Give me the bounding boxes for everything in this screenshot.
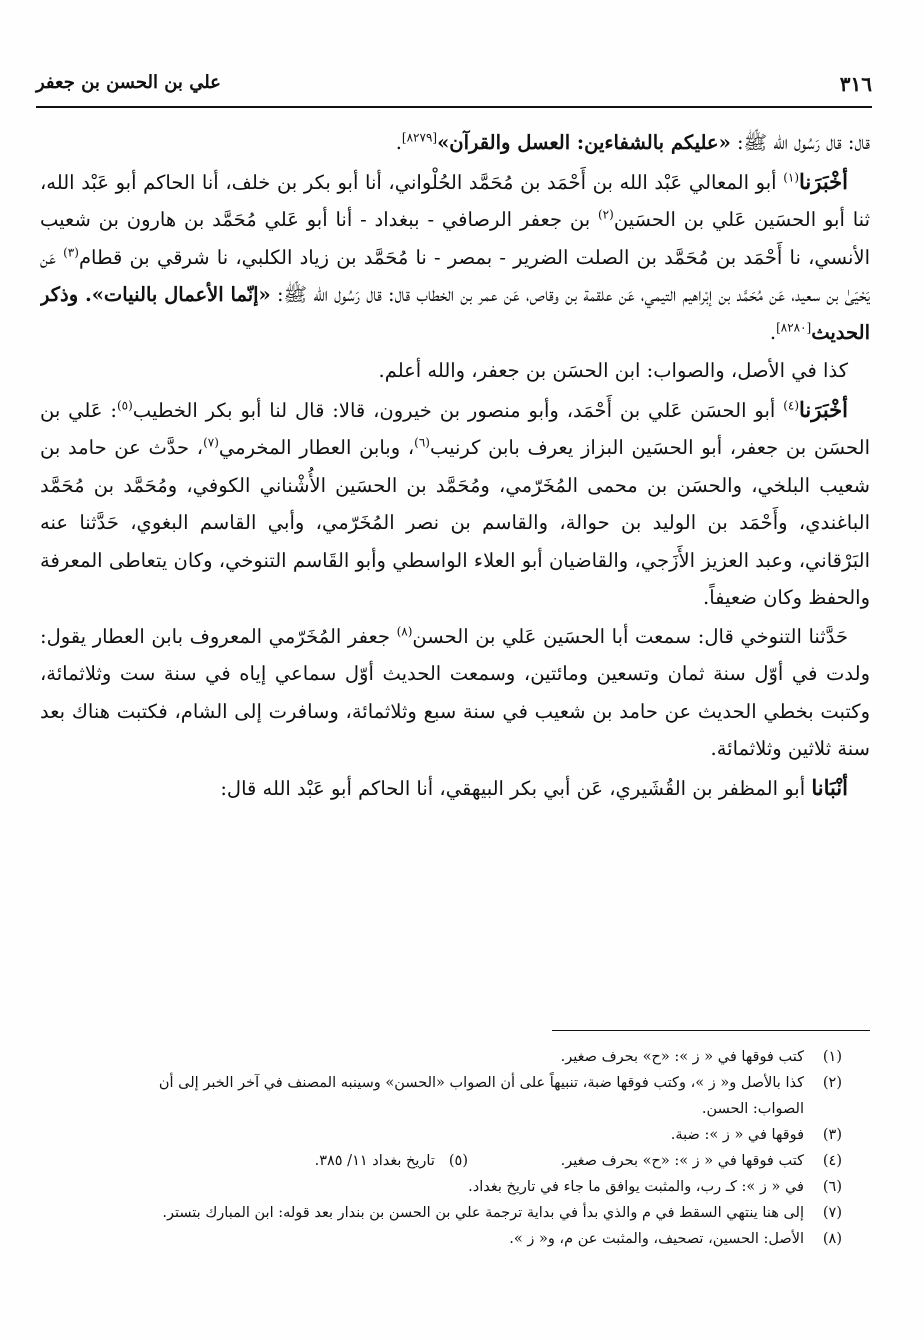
footnote-number: (٢): [822, 1075, 842, 1091]
text-segment: أبو المظفر بن القُشَيري، عَن أبي بكر البيهقي، أنا الحاكم أبو عَبْد الله قال:: [220, 776, 812, 800]
footnote-text: كذا بالأصل و« ز »، وكتب فوقها ضبة، تنبيهاً على أن الصواب «الحسن» وسينبه المصنف في آخر الخبر إلى أن: [158, 1075, 804, 1091]
footnote-marker: (٢): [597, 207, 614, 222]
text-segment: حَدَّثنا التنوخي قال: سمعت أبا الحسَين عَلي بن الحسن: [412, 624, 849, 648]
text-segment: بن جعفر الرصافي - ببغداد - أنا أبو عَلي مُحَمَّد بن هارون بن شعيب الأنسي، نا أَحْمَد بن مُحَمَّد بن الصلت الضرير - بمصر - نا مُحَمَّد بن زياد الكلبي، نا شرقي بن قطام: [40, 208, 870, 269]
footnote-text: كتب فوقها في « ز »: «ح» بحرف صغير.: [560, 1153, 804, 1169]
hadith-reference: [٨٢٧٩]: [401, 130, 438, 145]
footnote-1: [40, 1044, 842, 1070]
footnote-marker: (١): [783, 170, 800, 184]
paragraph-3: كذا في الأصل، والصواب: ابن الحسَن بن جعفر، والله أعلم.: [378, 359, 848, 382]
footnote-separator: [552, 1030, 870, 1031]
running-title: علي بن الحسن بن جعفر: [36, 72, 221, 93]
paragraph-2: [40, 163, 870, 352]
footnote-5: [40, 1148, 492, 1174]
page-number: ٣١٦: [839, 72, 872, 96]
footnote-number: (٤): [822, 1153, 842, 1169]
paragraph-6: [40, 769, 870, 808]
text-segment: ، وبابن العطار المخرمي: [218, 436, 415, 459]
footnote-text: الصواب: الحسن.: [701, 1101, 804, 1117]
main-text: [40, 124, 870, 1004]
footnote-text: إلى هنا ينتهي السقط في م والذي بدأ في بداية ترجمة علي بن الحسن بن بندار بعد قوله: ابن المبارك بتستر.: [162, 1205, 804, 1221]
footnote-2-continuation: [40, 1096, 842, 1122]
footnote-marker: (٧): [203, 435, 219, 450]
paragraph-5: [40, 618, 870, 768]
footnote-3: [40, 1122, 842, 1148]
footnote-number: (٧): [822, 1205, 842, 1221]
footnote-marker: (٥): [116, 398, 133, 412]
footnote-number: (٨): [822, 1231, 842, 1247]
footnote-marker: (٤): [783, 398, 800, 412]
hadith-reference: [٨٢٨٠]: [776, 320, 812, 334]
footnote-2: [40, 1070, 842, 1096]
text-segment: جعفر المُخَرّمي المعروف بابن العطار يقول: ولدت في أوّل سنة ثمان وتسعين ومائتين، وسمعت الحديث أوّل سماعي إياه في سنة ست وثلاثمائة، وكتبت بخطي الحديث عن حامد بن شعيب في سنة سبع وثلاثمائة، وسافرت إلى الشام، فكتبت هناك بعد سنة ثلاثين وثلاثمائة.: [40, 624, 870, 760]
footnote-text: الأصل: الحسين، تصحيف، والمثبت عن م، و« ز ».: [509, 1231, 804, 1247]
footnotes: [40, 1044, 842, 1304]
text-segment: أبو المعالي عَبْد الله بن أَحْمَد بن مُحَمَّد الحُلْواني، أنا أبو بكر بن خلف، أنا الحاكم أبو عَبْد الله، ثنا أبو الحسَين عَلي بن الحسَين: [40, 170, 870, 231]
paragraph-4: [40, 391, 870, 617]
hadith-text: «عليكم بالشفاءين: العسل والقرآن»: [437, 131, 731, 154]
text-segment: .: [395, 131, 402, 154]
text-segment: : عَلي بن الحسَن بن جعفر، أبو الحسَين البزاز يعرف بابن كرنيب: [40, 398, 870, 459]
text-segment: أبو الحسَن عَلي بن أَحْمَد، وأبو منصور بن خيرون، قالا: قال لنا أبو بكر الخطيب: [132, 398, 784, 422]
footnote-text: كتب فوقها في « ز »: «ح» بحرف صغير.: [560, 1049, 804, 1065]
footnote-marker: (٨): [396, 624, 413, 638]
page-header: [36, 68, 872, 108]
footnote-marker: (٦): [414, 435, 430, 450]
footnote-8: [40, 1226, 842, 1252]
text-segment: ، حدَّث عن حامد بن شعيب البلخي، والحسَن بن محمى المُخَرّمي، ومُحَمَّد بن الحسَين الأُشْناني الكوفي، ومُحَمَّد بن مُحَمَّد الباغندي، وأَحْمَد بن الوليد بن حوالة، والقاسم بن نصر المُخَرّمي، وأبي القاسم البغوي، حَدَّثنا عنه البَرْقاني، وعبد العزيز الأَزَجي، والقاضيان أبو العلاء الواسطي وأبو القَاسم التنوخي، وكان يتعاطى المعرفة والحفظ وكان ضعيفاً.: [40, 436, 870, 609]
footnote-6: [40, 1174, 842, 1200]
text-segment: قال: قال رَسُول الله ﷺ:: [730, 131, 870, 154]
paragraph-1: [40, 124, 870, 162]
footnote-7: [40, 1200, 842, 1226]
footnote-4: [492, 1148, 842, 1174]
footnote-text: تاريخ بغداد ١١/ ٣٨٥.: [314, 1153, 435, 1169]
footnote-number: (١): [822, 1049, 842, 1065]
transmission-lead: أنْبَانا: [811, 774, 848, 800]
text-segment: .: [769, 320, 777, 344]
footnote-row-4-5: [40, 1148, 842, 1174]
footnote-text: في « ز »: كـ رب، والمثبت يوافق ما جاء في تاريخ بغداد.: [468, 1179, 804, 1195]
footnote-number: (٣): [822, 1127, 842, 1143]
header-rule: [36, 106, 872, 108]
text-segment: عَن يَحْيَىٰ بن سعيد، عَن مُحَمَّد بن إبْراهيم التيمي، عَن علقمة بن وقاص، عَن عمر بن الخطاب قال: قال رَسُول الله ﷺ:: [40, 245, 870, 306]
footnote-number: (٥): [448, 1153, 468, 1169]
footnote-marker: (٣): [63, 245, 79, 259]
hadith-text: «إنّما الأعمال بالنيات». وذكر الحديث: [40, 283, 870, 344]
footnote-number: (٦): [822, 1179, 842, 1195]
transmission-lead: أخْبَرَنا: [799, 168, 848, 194]
footnote-text: فوقها في « ز »: ضبة.: [670, 1127, 804, 1143]
transmission-lead: أخْبَرَنا: [799, 396, 848, 422]
